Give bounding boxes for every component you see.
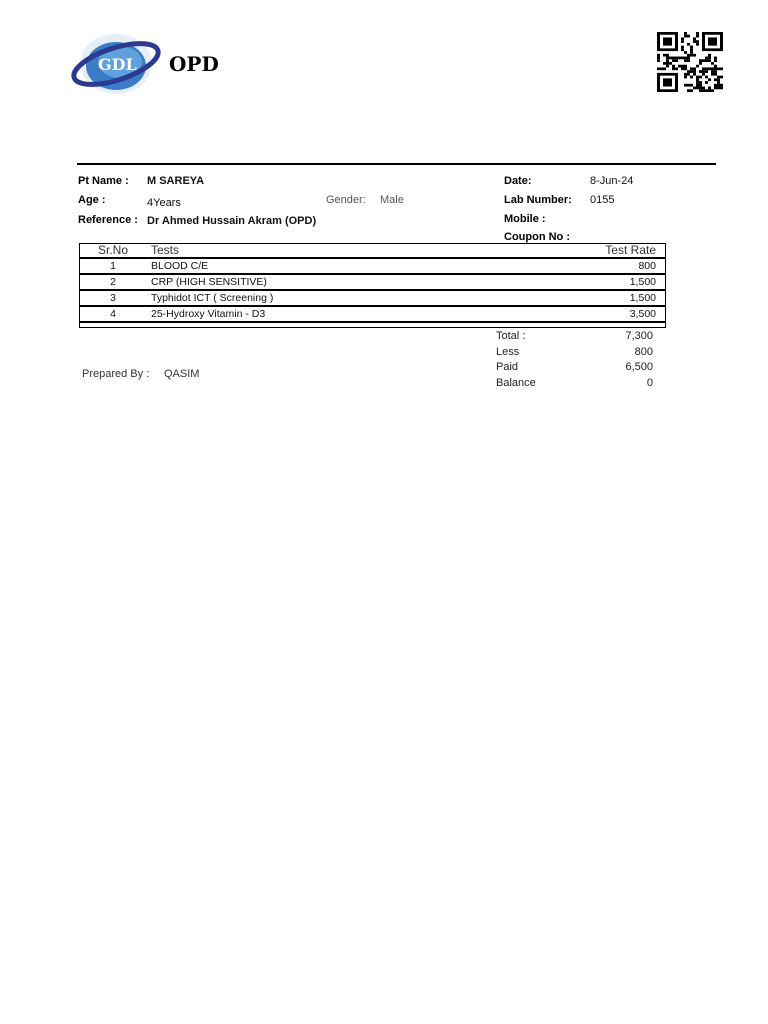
- row-rate: 1,500: [532, 290, 666, 306]
- column-header-tests: Tests: [147, 243, 532, 258]
- gender-label: Gender:: [326, 194, 366, 206]
- row-srno: 4: [79, 306, 147, 322]
- table-header-row: [79, 243, 666, 258]
- row-test: 25-Hydroxy Vitamin - D3: [147, 306, 532, 322]
- total-label: Total :: [496, 330, 526, 342]
- reference-doctor: Dr Ahmed Hussain Akram (OPD): [147, 215, 317, 227]
- balance-value: 0: [646, 377, 653, 389]
- row-srno: 3: [79, 290, 147, 306]
- table-row: [79, 290, 666, 306]
- coupon-label: Coupon No :: [504, 231, 570, 243]
- prepared-by-label: Prepared By :: [82, 368, 150, 380]
- mobile-label: Mobile :: [504, 213, 546, 225]
- row-rate: 3,500: [532, 306, 666, 322]
- lab-number: 0155: [590, 194, 615, 206]
- tests-table: [79, 243, 666, 323]
- row-srno: 2: [79, 274, 147, 290]
- patient-age: 4Years: [147, 197, 181, 209]
- less-value: 800: [634, 346, 653, 358]
- logo-letters: GDL: [98, 55, 137, 74]
- patient-name: M SAREYA: [147, 175, 205, 187]
- page-title: OPD: [169, 52, 219, 76]
- lab-logo: [68, 22, 168, 102]
- row-rate: 800: [532, 258, 666, 274]
- reference-label: Reference :: [78, 214, 138, 226]
- table-row: [79, 274, 666, 290]
- row-test: Typhidot ICT ( Screening ): [147, 290, 532, 306]
- prepared-by-value: QASIM: [164, 368, 200, 380]
- less-label: Less: [496, 346, 520, 358]
- table-row: [79, 306, 666, 322]
- balance-label: Balance: [496, 377, 536, 389]
- row-rate: 1,500: [532, 274, 666, 290]
- row-test: CRP (HIGH SENSITIVE): [147, 274, 532, 290]
- row-srno: 1: [79, 258, 147, 274]
- date-label: Date:: [504, 175, 532, 187]
- paid-label: Paid: [496, 361, 519, 373]
- paid-value: 6,500: [625, 361, 653, 373]
- column-header-srno: Sr.No: [79, 243, 147, 258]
- patient-gender: Male: [380, 194, 404, 206]
- report-date: 8-Jun-24: [590, 175, 634, 187]
- age-label: Age :: [78, 194, 106, 206]
- row-test: BLOOD C/E: [147, 258, 532, 274]
- column-header-test-rate: Test Rate: [532, 243, 666, 258]
- patient-name-label: Pt Name :: [78, 175, 129, 187]
- qr-code-icon: [657, 32, 723, 92]
- total-value: 7,300: [625, 330, 653, 342]
- lab-number-label: Lab Number:: [504, 194, 572, 206]
- header-divider: [77, 163, 716, 165]
- table-row: [79, 258, 666, 274]
